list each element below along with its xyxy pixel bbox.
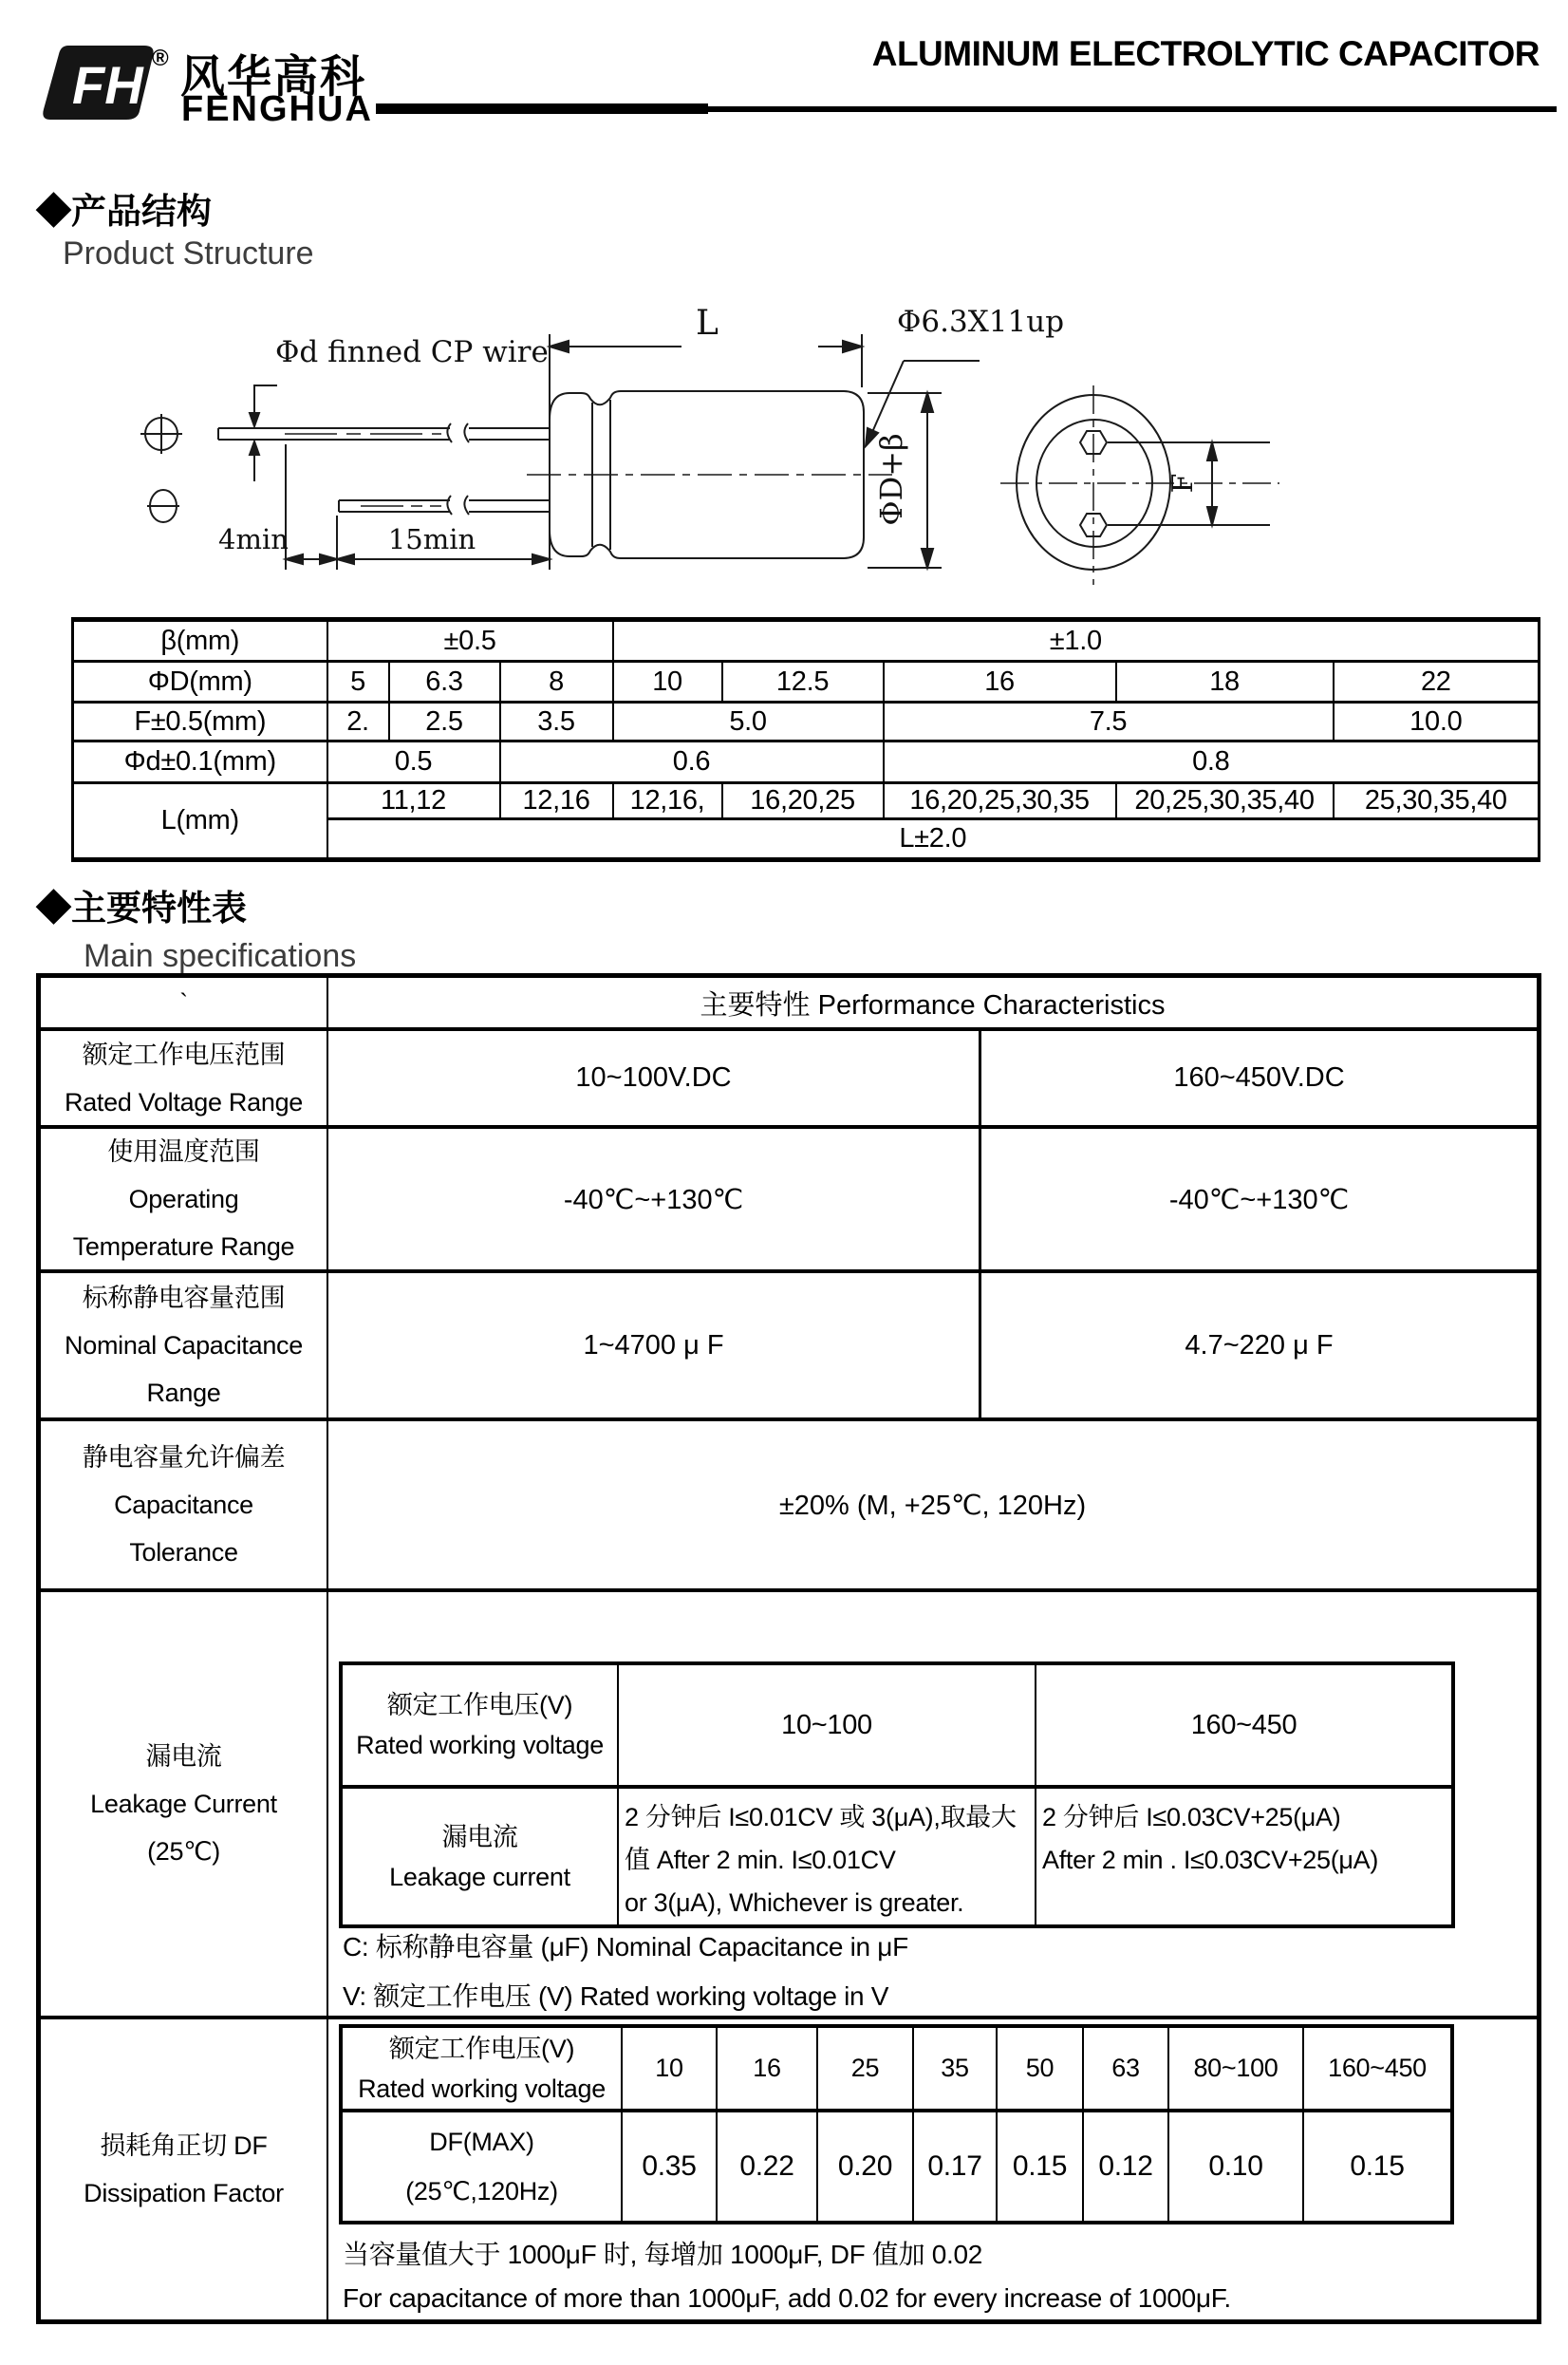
df-max-label: [341, 2111, 622, 2223]
dissipation-factor-inner-table: [339, 2024, 1454, 2224]
cell: 3.5: [500, 703, 613, 741]
logo-monogram: FH: [72, 55, 143, 115]
capacitor-end-view: [1000, 385, 1279, 585]
cell: 6.3: [389, 662, 500, 703]
voltage-header-cn: 额定工作电压(V): [386, 1691, 573, 1719]
spec-row-dissipation-factor: [41, 2016, 1537, 2319]
leakage-current-inner-table: [339, 1661, 1455, 1928]
length-label: L: [696, 304, 719, 343]
table-row-wire-diameter: [73, 741, 1540, 783]
section-heading-main-specifications-en: Main specifications: [84, 938, 357, 974]
case-size-label: Φ6.3X11up: [897, 305, 1065, 339]
cell: 18: [1116, 662, 1334, 703]
cell: 5.0: [613, 703, 884, 741]
df-value: 0.15: [997, 2111, 1083, 2223]
df-value: 0.20: [817, 2111, 913, 2223]
wire-diameter-dimension: [250, 385, 277, 481]
lead-min15-label: 15min: [387, 523, 476, 555]
inner-header-row: [341, 1663, 1453, 1787]
spec-header-row: [41, 978, 1537, 1027]
value-low-voltage: 10~100V.DC: [575, 1062, 732, 1093]
cell: 12,16,: [613, 783, 722, 819]
row-label-cn: 静电容量允许偏差: [82, 1443, 286, 1472]
cell: 0.6: [500, 741, 884, 783]
diameter-label: ΦD+β: [873, 433, 909, 526]
registered-trademark-icon: ®: [152, 46, 169, 71]
inner-value-row: [341, 1787, 1453, 1926]
row-label-en: Tolerance: [129, 1538, 238, 1567]
value-tolerance: ±20% (M, +25℃, 120Hz): [778, 1490, 1087, 1521]
table-row-diameter: [73, 662, 1540, 703]
cell: 12.5: [722, 662, 884, 703]
cell: 0.8: [884, 741, 1540, 783]
condition-line: 2 分钟后 I≤0.03CV+25(μA): [1042, 1803, 1341, 1831]
section-heading-product-structure-en: Product Structure: [63, 235, 314, 272]
voltage-col: 160~450: [1303, 2026, 1452, 2111]
cell: 7.5: [884, 703, 1334, 741]
row-label: β(mm): [73, 620, 327, 662]
spec-row-capacitance: [41, 1269, 1537, 1417]
cell: ±0.5: [327, 620, 613, 662]
df-value: 0.22: [717, 2111, 817, 2223]
negative-lead-wire: [339, 496, 549, 515]
df-label-line: DF(MAX): [429, 2128, 534, 2156]
performance-characteristics-title: 主要特性 Performance Characteristics: [700, 989, 1166, 1021]
voltage-range-low: 10~100: [618, 1663, 1036, 1787]
voltage-col: 80~100: [1168, 2026, 1303, 2111]
cell: 0.5: [327, 741, 500, 783]
leakage-label-cn: 漏电流: [441, 1822, 518, 1851]
page-title: ALUMINUM ELECTROLYTIC CAPACITOR: [871, 34, 1540, 73]
cell: 16: [884, 662, 1116, 703]
row-label-en: Leakage Current: [90, 1790, 277, 1818]
spec-row-temperature: [41, 1125, 1537, 1269]
df-value: 0.35: [622, 2111, 717, 2223]
wire-label: Φd finned CP wire: [275, 335, 549, 369]
cell: 16,20,25: [722, 783, 884, 819]
spec-row-tolerance: [41, 1417, 1537, 1588]
condition-line: or 3(μA), Whichever is greater.: [625, 1888, 964, 1917]
cell: 10: [613, 662, 722, 703]
row-label-cn: 额定工作电压范围: [82, 1040, 286, 1069]
voltage-col: 16: [717, 2026, 817, 2111]
df-value: 0.12: [1083, 2111, 1168, 2223]
inner-header-row: [341, 2026, 1452, 2111]
fenghua-logo-icon: [40, 42, 159, 123]
note-nominal-capacitance: C: 标称静电容量 (μF) Nominal Capacitance in μF: [343, 1932, 908, 1961]
cell: 10.0: [1334, 703, 1540, 741]
row-label-en: Rated Voltage Range: [65, 1087, 303, 1117]
df-note-cn: 当容量值大于 1000μF 时, 每增加 1000μF, DF 值加 0.02: [343, 2240, 983, 2269]
inner-header-label: [341, 2026, 622, 2111]
value-capacitance-high: 4.7~220 μ F: [979, 1273, 1537, 1417]
row-label: F±0.5(mm): [73, 703, 327, 741]
voltage-range-high: 160~450: [1036, 1663, 1453, 1787]
cell: 5: [327, 662, 389, 703]
cell: 22: [1334, 662, 1540, 703]
row-label: Φd±0.1(mm): [73, 741, 327, 783]
row-label-en: Range: [146, 1379, 221, 1407]
row-label-en: Capacitance: [114, 1491, 253, 1519]
spec-row-rated-voltage: [41, 1027, 1537, 1125]
cell: L±2.0: [327, 819, 1540, 860]
logo-company-name-cn: 风华高科: [180, 51, 366, 102]
table-row-beta: [73, 620, 1540, 662]
table-row-lead-spacing: [73, 703, 1540, 741]
cell: 2.5: [389, 703, 500, 741]
row-label-cn: 损耗角正切 DF: [100, 2131, 268, 2160]
row-label-cn: 标称静电容量范围: [82, 1284, 286, 1312]
lead-min4-label: 4min: [218, 523, 289, 555]
note-rated-voltage: V: 额定工作电压 (V) Rated working voltage in V: [343, 1981, 889, 2011]
section-heading-main-specifications-cn: ◆主要特性表: [36, 889, 247, 928]
voltage-header-en: Rated working voltage: [358, 2074, 606, 2103]
value-capacitance-low: 1~4700 μ F: [583, 1329, 724, 1361]
inner-value-row: [341, 2111, 1452, 2223]
capacitor-body-side-view: [527, 391, 892, 558]
leakage-condition-high: [1036, 1787, 1453, 1926]
row-label-cn: 漏电流: [145, 1742, 222, 1771]
df-value: 0.17: [913, 2111, 997, 2223]
row-label-en: Operating: [128, 1185, 239, 1213]
cell: ±1.0: [613, 620, 1540, 662]
row-label: L(mm): [73, 783, 327, 860]
condition-line: 2 分钟后 I≤0.01CV 或 3(μA),取最大: [625, 1803, 1017, 1831]
cell: 11,12: [327, 783, 500, 819]
polarity-positive-icon: [140, 414, 182, 454]
dimensions-table: [71, 617, 1540, 862]
main-specifications-table: [36, 973, 1541, 2324]
condition-line: 值 After 2 min. I≤0.01CV: [625, 1846, 896, 1874]
voltage-col: 50: [997, 2026, 1083, 2111]
voltage-col: 35: [913, 2026, 997, 2111]
logo-company-name-en: FENGHUA: [181, 89, 373, 129]
spec-row-leakage-current: [41, 1588, 1537, 2016]
row-label-en: Dissipation Factor: [84, 2179, 284, 2207]
polarity-negative-icon: [147, 490, 179, 522]
inner-header-label: [341, 1663, 618, 1787]
row-label: ΦD(mm): [73, 662, 327, 703]
length-dimension: [550, 334, 862, 570]
positive-lead-wire: [218, 423, 549, 442]
section-heading-product-structure-cn: ◆产品结构: [36, 192, 212, 231]
value-temp-low-range: -40℃~+130℃: [563, 1184, 744, 1215]
voltage-header-cn: 额定工作电压(V): [388, 2034, 575, 2063]
row-label-cond: (25℃): [147, 1837, 220, 1866]
cell: 8: [500, 662, 613, 703]
cell: 2.: [327, 703, 389, 741]
df-note-en: For capacitance of more than 1000μF, add 0.02 for every increase of 1000μF.: [343, 2283, 1231, 2313]
voltage-col: 10: [622, 2026, 717, 2111]
inner-row-label: [341, 1787, 618, 1926]
df-value: 0.15: [1303, 2111, 1452, 2223]
table-row-length: [73, 783, 1540, 819]
cell: 25,30,35,40: [1334, 783, 1540, 819]
voltage-header-en: Rated working voltage: [356, 1731, 604, 1759]
cell: 20,25,30,35,40: [1116, 783, 1334, 819]
row-label-cn: 使用温度范围: [107, 1137, 260, 1166]
df-value: 0.10: [1168, 2111, 1303, 2223]
condition-line: After 2 min . I≤0.03CV+25(μA): [1042, 1846, 1379, 1874]
cell: 16,20,25,30,35: [884, 783, 1116, 819]
value-temp-high-range: -40℃~+130℃: [979, 1129, 1537, 1269]
voltage-col: 63: [1083, 2026, 1168, 2111]
voltage-col: 25: [817, 2026, 913, 2111]
cell: 12,16: [500, 783, 613, 819]
value-high-voltage: 160~450V.DC: [979, 1031, 1537, 1125]
leakage-condition-low: [618, 1787, 1036, 1926]
header-rule-accent: [376, 103, 708, 114]
row-label-en: Temperature Range: [72, 1232, 295, 1261]
row-label-en: Nominal Capacitance: [65, 1331, 303, 1360]
leakage-label-en: Leakage current: [389, 1862, 570, 1891]
df-label-line: (25℃,120Hz): [405, 2177, 558, 2205]
capacitor-structure-diagram: [0, 285, 1568, 589]
lead-spacing-label: F: [1167, 473, 1200, 494]
corner-cell: `: [41, 978, 328, 1027]
